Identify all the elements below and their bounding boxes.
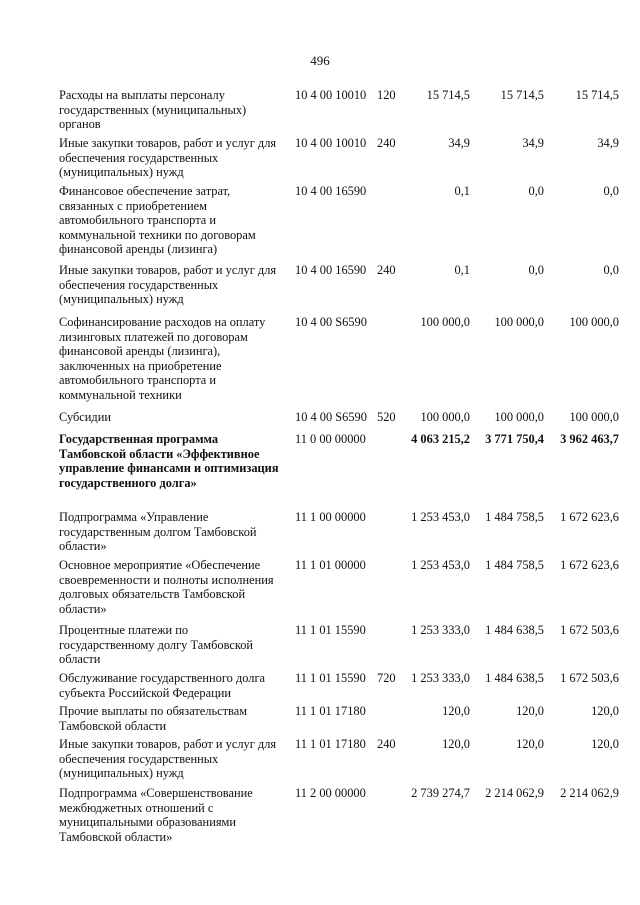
row-value-1: 1 253 453,0	[411, 510, 470, 524]
row-value-1: 120,0	[442, 704, 470, 718]
row-value-3: 1 672 623,6	[560, 510, 619, 524]
row-expense-type: 120	[377, 88, 396, 102]
table-row	[59, 184, 619, 263]
row-name: Субсидии	[59, 410, 111, 424]
row-name: Прочие выплаты по обязательствам Тамбовской области	[59, 704, 248, 733]
row-name: Государственная программа Тамбовской области «Эффективное управление финансами и оптимизация государственного долга»	[59, 432, 279, 490]
row-value-2: 1 484 638,5	[485, 671, 544, 685]
row-value-3: 1 672 503,6	[560, 623, 619, 637]
row-expense-type: 720	[377, 671, 396, 685]
table-row	[59, 704, 619, 737]
row-code: 10 4 00 16590	[295, 184, 367, 198]
page-number: 496	[310, 53, 330, 68]
row-value-3: 100 000,0	[569, 315, 619, 329]
table-row	[59, 432, 619, 510]
row-value-1: 4 063 215,2	[411, 432, 470, 446]
row-code: 11 2 00 00000	[295, 786, 366, 800]
row-value-3: 120,0	[591, 704, 619, 718]
row-value-1: 1 253 453,0	[411, 558, 470, 572]
row-value-2: 100 000,0	[494, 315, 544, 329]
row-value-2: 3 771 750,4	[485, 432, 544, 446]
row-name: Обслуживание государственного долга субъекта Российской Федерации	[59, 671, 266, 700]
row-value-1: 15 714,5	[426, 88, 470, 102]
row-expense-type: 240	[377, 263, 396, 277]
row-name: Расходы на выплаты персоналу государственных (муниципальных) органов	[59, 88, 247, 132]
table-row	[59, 410, 619, 432]
row-value-2: 15 714,5	[500, 88, 544, 102]
row-value-3: 1 672 503,6	[560, 671, 619, 685]
row-value-1: 34,9	[448, 136, 470, 150]
row-name: Подпрограмма «Совершенствование межбюджетных отношений с муниципальными образованиями Тамбовской области»	[59, 786, 253, 844]
row-value-3: 34,9	[597, 136, 619, 150]
row-expense-type: 520	[377, 410, 396, 424]
row-value-2: 120,0	[516, 704, 544, 718]
row-code: 11 1 00 00000	[295, 510, 366, 524]
row-value-3: 120,0	[591, 737, 619, 751]
row-value-3: 1 672 623,6	[560, 558, 619, 572]
row-value-1: 100 000,0	[420, 315, 470, 329]
row-name: Процентные платежи по государственному долгу Тамбовской области	[59, 623, 254, 667]
row-code: 11 1 01 17180	[295, 737, 366, 751]
row-value-2: 120,0	[516, 737, 544, 751]
budget-table	[59, 88, 619, 850]
row-expense-type: 240	[377, 136, 396, 150]
row-name: Софинансирование расходов на оплату лизинговых платежей по договорам финансовой аренды (лизинга), заключенных на приобретение автомобильного транспорта и коммунальной техники	[59, 315, 266, 402]
table-row	[59, 510, 619, 558]
table-row	[59, 671, 619, 704]
row-name: Подпрограмма «Управление государственным долгом Тамбовской области»	[59, 510, 257, 554]
row-code: 11 1 01 17180	[295, 704, 366, 718]
row-value-2: 1 484 758,5	[485, 558, 544, 572]
row-value-3: 2 214 062,9	[560, 786, 619, 800]
row-value-3: 0,0	[603, 263, 619, 277]
row-value-3: 15 714,5	[575, 88, 619, 102]
row-code: 11 1 01 00000	[295, 558, 366, 572]
table-row	[59, 263, 619, 315]
row-value-2: 1 484 638,5	[485, 623, 544, 637]
row-code: 11 1 01 15590	[295, 623, 366, 637]
row-name: Финансовое обеспечение затрат, связанных с приобретением автомобильного транспорта и коммунальной техники по договорам финансовой аренды (лизинга)	[59, 184, 256, 257]
row-code: 11 0 00 00000	[295, 432, 366, 446]
row-code: 10 4 00 10010	[295, 136, 367, 150]
row-name: Основное мероприятие «Обеспечение своевременности и полноты исполнения долговых обязательств Тамбовской области»	[59, 558, 274, 616]
row-value-3: 0,0	[603, 184, 619, 198]
table-row	[59, 737, 619, 786]
row-name: Иные закупки товаров, работ и услуг для обеспечения государственных (муниципальных) нужд	[59, 263, 277, 307]
table-row	[59, 315, 619, 410]
row-value-1: 1 253 333,0	[411, 671, 470, 685]
row-code: 10 4 00 S6590	[295, 315, 367, 329]
row-value-1: 1 253 333,0	[411, 623, 470, 637]
row-value-2: 34,9	[522, 136, 544, 150]
row-value-3: 3 962 463,7	[560, 432, 619, 446]
table-row	[59, 558, 619, 623]
row-name: Иные закупки товаров, работ и услуг для обеспечения государственных (муниципальных) нужд	[59, 136, 277, 180]
table-row	[59, 623, 619, 671]
row-value-2: 1 484 758,5	[485, 510, 544, 524]
row-value-2: 100 000,0	[494, 410, 544, 424]
row-code: 10 4 00 16590	[295, 263, 367, 277]
row-value-1: 0,1	[454, 263, 470, 277]
table-row	[59, 88, 619, 136]
table-row	[59, 786, 619, 850]
row-value-1: 2 739 274,7	[411, 786, 470, 800]
row-code: 11 1 01 15590	[295, 671, 366, 685]
row-code: 10 4 00 10010	[295, 88, 367, 102]
table-row	[59, 136, 619, 184]
row-expense-type: 240	[377, 737, 396, 751]
row-value-2: 0,0	[528, 263, 544, 277]
row-value-1: 0,1	[454, 184, 470, 198]
row-value-2: 2 214 062,9	[485, 786, 544, 800]
row-code: 10 4 00 S6590	[295, 410, 367, 424]
row-value-1: 100 000,0	[420, 410, 470, 424]
row-value-2: 0,0	[528, 184, 544, 198]
row-name: Иные закупки товаров, работ и услуг для обеспечения государственных (муниципальных) нужд	[59, 737, 277, 781]
row-value-3: 100 000,0	[569, 410, 619, 424]
row-value-1: 120,0	[442, 737, 470, 751]
